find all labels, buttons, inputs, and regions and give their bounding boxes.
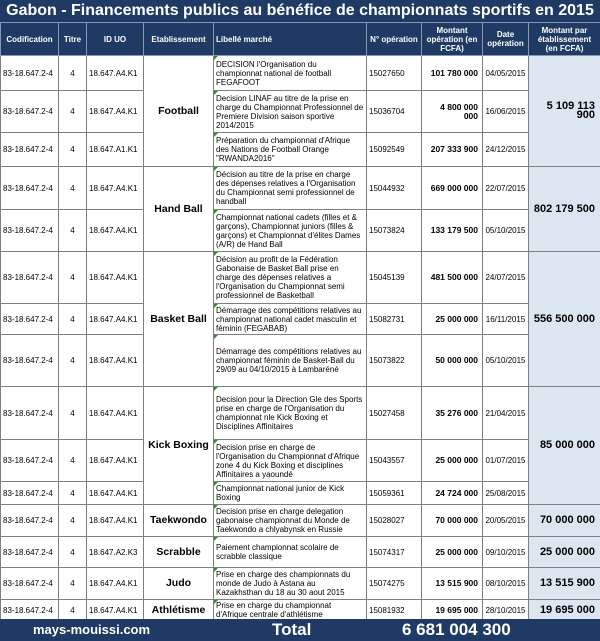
footer-bar [0,619,600,641]
cell-id-uo[interactable]: 18.647.A4.K1 [87,335,144,387]
libelle-text: Prise en charge du championnat d'Afrique centrale d'athlétisme [216,601,332,619]
table-row [1,304,600,335]
comment-marker-icon [214,91,218,95]
cell-titre[interactable]: 4 [59,167,87,210]
cell-id-uo[interactable]: 18.647.A4.K1 [87,600,144,621]
table-row [1,505,600,537]
cell-montant[interactable]: 669 000 000 [422,167,483,210]
cell-id-uo[interactable]: 18.647.A2.K3 [87,537,144,568]
cell-etablissement[interactable]: Scrabble [144,537,214,568]
cell-titre[interactable]: 4 [59,133,87,167]
cell-operation[interactable]: 15036704 [367,91,422,133]
cell-codification[interactable]: 83-18.647.2-4 [1,482,59,505]
cell-libelle[interactable] [214,482,367,505]
cell-montant[interactable]: 25 000 000 [422,440,483,482]
cell-titre[interactable]: 4 [59,568,87,600]
col-header-titre[interactable]: Titre [59,23,87,56]
cell-titre[interactable]: 4 [59,210,87,252]
cell-montant[interactable]: 133 179 500 [422,210,483,252]
cell-etablissement[interactable]: Football [144,56,214,167]
cell-date[interactable]: 20/05/2015 [483,505,529,537]
cell-montant[interactable]: 4 800 000 000 [422,91,483,133]
comment-marker-icon [214,167,218,171]
col-header-etablissement[interactable]: Etablissement [144,23,214,56]
cell-operation[interactable]: 15045139 [367,252,422,304]
cell-etablissement[interactable]: Athlétisme [144,600,214,621]
cell-montant[interactable]: 50 000 000 [422,335,483,387]
cell-codification[interactable]: 83-18.647.2-4 [1,600,59,621]
cell-id-uo[interactable]: 18.647.A4.K1 [87,568,144,600]
col-header-id-uo[interactable]: ID UO [87,23,144,56]
libelle-text: DECISION l'Organisation du championnat national de football FEGAFOOT [216,59,332,87]
table-row [1,252,600,304]
cell-libelle[interactable] [214,56,367,91]
cell-titre[interactable]: 4 [59,56,87,91]
cell-montant[interactable]: 481 500 000 [422,252,483,304]
libelle-text: Championnat national cadets (filles et & garçons), Championnat juniors (filles & garçons) et Championnat d'élites Dames (A/R) de Hand Ball [216,212,361,249]
cell-codification[interactable]: 83-18.647.2-4 [1,133,59,167]
table-row [1,387,600,440]
table-row [1,482,600,505]
cell-libelle[interactable] [214,133,367,167]
cell-operation[interactable]: 15073824 [367,210,422,252]
cell-montant[interactable]: 24 724 000 [422,482,483,505]
libelle-text: Prise en charge des championnats du monde de Judo à Astana au Kazakhsthan du 18 au 30 aout 2015 [216,570,351,597]
libelle-text: Démarrage des compétitions relatives au championnat féminin de Basket-Ball du 29/09 au 04/10/2015 à Lambaréné [216,347,362,374]
cell-titre[interactable]: 4 [59,387,87,440]
cell-montant[interactable]: 25 000 000 [422,304,483,335]
cell-operation[interactable]: 15074317 [367,537,422,568]
cell-date[interactable]: 16/06/2015 [483,91,529,133]
cell-titre[interactable]: 4 [59,304,87,335]
cell-libelle[interactable] [214,91,367,133]
cell-libelle[interactable] [214,252,367,304]
cell-codification[interactable]: 83-18.647.2-4 [1,304,59,335]
cell-codification[interactable]: 83-18.647.2-4 [1,91,59,133]
col-header-montant-etablissement[interactable]: Montant par établissement (en FCFA) [529,23,600,56]
table-row [1,133,600,167]
cell-libelle[interactable] [214,167,367,210]
cell-codification[interactable]: 83-18.647.2-4 [1,537,59,568]
cell-etablissement[interactable]: Judo [144,568,214,600]
cell-codification[interactable]: 83-18.647.2-4 [1,440,59,482]
cell-id-uo[interactable]: 18.647.A4.K1 [87,387,144,440]
cell-operation[interactable]: 15092549 [367,133,422,167]
cell-montant-etablissement[interactable]: 556 500 000 [529,252,600,387]
cell-date[interactable]: 05/10/2015 [483,335,529,387]
cell-montant-etablissement[interactable]: 19 695 000 [529,600,600,621]
cell-operation[interactable]: 15081932 [367,600,422,621]
total-label: Total [272,620,312,639]
header-row [1,23,600,56]
cell-date[interactable]: 22/07/2015 [483,167,529,210]
cell-titre[interactable]: 4 [59,505,87,537]
cell-operation[interactable]: 15028027 [367,505,422,537]
table-row [1,537,600,568]
cell-date[interactable]: 28/10/2015 [483,600,529,621]
cell-libelle[interactable] [214,505,367,537]
cell-montant[interactable]: 70 000 000 [422,505,483,537]
cell-titre[interactable]: 4 [59,482,87,505]
cell-montant[interactable]: 19 695 000 [422,600,483,621]
cell-libelle[interactable] [214,210,367,252]
cell-operation[interactable]: 15059361 [367,482,422,505]
comment-marker-icon [214,537,218,541]
cell-operation[interactable]: 15082731 [367,304,422,335]
cell-operation[interactable]: 15074275 [367,568,422,600]
cell-montant[interactable]: 35 276 000 [422,387,483,440]
cell-titre[interactable]: 4 [59,440,87,482]
table-row [1,440,600,482]
table-row [1,600,600,621]
cell-libelle[interactable] [214,335,367,387]
cell-codification[interactable]: 83-18.647.2-4 [1,335,59,387]
comment-marker-icon [214,133,218,137]
cell-operation[interactable]: 15044932 [367,167,422,210]
cell-operation[interactable]: 15073822 [367,335,422,387]
comment-marker-icon [214,387,218,391]
cell-etablissement[interactable]: Hand Ball [144,167,214,252]
cell-libelle[interactable] [214,537,367,568]
col-header-libelle[interactable]: Libellé marché [214,23,367,56]
cell-libelle[interactable] [214,568,367,600]
cell-codification[interactable]: 83-18.647.2-4 [1,387,59,440]
cell-montant-etablissement[interactable]: 13 515 900 [529,568,600,600]
libelle-text: Championnat national junior de Kick Boxing [216,484,345,502]
cell-codification[interactable]: 83-18.647.2-4 [1,252,59,304]
cell-id-uo[interactable]: 18.647.A4.K1 [87,56,144,91]
cell-date[interactable]: 16/11/2015 [483,304,529,335]
cell-id-uo[interactable]: 18.647.A4.K1 [87,505,144,537]
cell-montant-etablissement[interactable]: 25 000 000 [529,537,600,568]
table-row [1,167,600,210]
table-row [1,91,600,133]
cell-date[interactable]: 24/07/2015 [483,252,529,304]
libelle-text: Démarrage des compétitions relatives au championnat national cadet masculin et féminin (FEGABAB) [216,305,362,333]
cell-id-uo[interactable]: 18.647.A4.K1 [87,482,144,505]
cell-id-uo[interactable]: 18.647.A4.K1 [87,167,144,210]
cell-titre[interactable]: 4 [59,252,87,304]
cell-date[interactable]: 09/10/2015 [483,537,529,568]
table-row [1,568,600,600]
cell-date[interactable]: 08/10/2015 [483,568,529,600]
comment-marker-icon [214,505,218,509]
cell-titre[interactable]: 4 [59,537,87,568]
cell-codification[interactable]: 83-18.647.2-4 [1,505,59,537]
comment-marker-icon [214,568,218,572]
cell-montant-etablissement[interactable]: 85 000 000 [529,387,600,505]
comment-marker-icon [214,56,218,60]
cell-titre[interactable]: 4 [59,91,87,133]
comment-marker-icon [214,600,218,604]
cell-montant-etablissement[interactable]: 5 109 113 900 [529,56,600,167]
cell-date[interactable]: 25/08/2015 [483,482,529,505]
site-name: mays-mouissi.com [33,622,151,637]
comment-marker-icon [214,252,218,256]
table-body [1,56,600,621]
cell-montant[interactable]: 207 333 900 [422,133,483,167]
cell-libelle[interactable] [214,440,367,482]
libelle-text: Decision prise en charge de l'Organisation du Championnat d'Afrique zone 4 du Kick Boxing et disciplines Affinitaires a yaoundé [216,442,360,479]
col-header-codification[interactable]: Codification [1,23,59,56]
cell-date[interactable]: 04/05/2015 [483,56,529,91]
cell-etablissement[interactable]: Kick Boxing [144,387,214,505]
comment-marker-icon [214,440,218,444]
comment-marker-icon [214,335,218,339]
libelle-text: Décision au titre de la prise en charge des dépenses relatives a l'Organisation du Championnat semi professionnel de handball [216,170,356,206]
cell-codification[interactable]: 83-18.647.2-4 [1,56,59,91]
cell-montant-etablissement[interactable]: 70 000 000 [529,505,600,537]
libelle-text: Decision prise en charge delegation gabonaise championnat du Monde de Taekwondo a chlyabynsk en Russie [216,507,350,534]
cell-libelle[interactable] [214,304,367,335]
cell-id-uo[interactable]: 18.647.A1.K1 [87,133,144,167]
col-header-date[interactable]: Date opération [483,23,529,56]
total-value: 6 681 004 300 [402,620,511,639]
cell-id-uo[interactable]: 18.647.A4.K1 [87,440,144,482]
cell-etablissement[interactable]: Taekwondo [144,505,214,537]
cell-etablissement[interactable]: Basket Ball [144,252,214,387]
cell-libelle[interactable] [214,600,367,621]
cell-montant[interactable]: 13 515 900 [422,568,483,600]
cell-codification[interactable]: 83-18.647.2-4 [1,210,59,252]
cell-date[interactable]: 05/10/2015 [483,210,529,252]
comment-marker-icon [214,304,218,308]
cell-id-uo[interactable]: 18.647.A4.K1 [87,210,144,252]
table-row [1,210,600,252]
cell-operation[interactable]: 15043557 [367,440,422,482]
cell-montant[interactable]: 101 780 000 [422,56,483,91]
cell-id-uo[interactable]: 18.647.A4.K1 [87,252,144,304]
cell-codification[interactable]: 83-18.647.2-4 [1,568,59,600]
table-row [1,56,600,91]
cell-id-uo[interactable]: 18.647.A4.K1 [87,304,144,335]
cell-operation[interactable]: 15027650 [367,56,422,91]
cell-date[interactable]: 01/07/2015 [483,440,529,482]
cell-id-uo[interactable]: 18.647.A4.K1 [87,91,144,133]
col-header-operation[interactable]: N° opération [367,23,422,56]
libelle-text: Décision au profit de la Fédération Gabonaise de Basket Ball prise en charge des dépenses relatives a l'Organisation du Championnat semi professionnel de Basketball [216,255,345,300]
col-header-montant[interactable]: Montant opération (en FCFA) [422,23,483,56]
comment-marker-icon [214,210,218,214]
cell-codification[interactable]: 83-18.647.2-4 [1,167,59,210]
libelle-text: Decision LINAF au titre de la prise en charge du Championnat Professionnel de Premiere Division saison sportive 2014/2015 [216,93,364,130]
cell-montant[interactable]: 25 000 000 [422,537,483,568]
cell-date[interactable]: 24/12/2015 [483,133,529,167]
table-row [1,335,600,387]
cell-date[interactable]: 21/04/2015 [483,387,529,440]
cell-libelle[interactable] [214,387,367,440]
cell-montant-etablissement[interactable]: 802 179 500 [529,167,600,252]
cell-titre[interactable]: 4 [59,335,87,387]
page-title: Gabon - Financements publics au bénéfice de championnats sportifs en 2015 [0,0,600,22]
comment-marker-icon [214,482,218,486]
cell-titre[interactable]: 4 [59,600,87,621]
financing-table [0,22,600,621]
libelle-text: Paiement championnat scolaire de scrabble classique [216,543,339,561]
cell-operation[interactable]: 15027458 [367,387,422,440]
libelle-text: Decision pour la Direction Gle des Sports prise en charge de l'Organisation du championnat nle Kick Boxing et Disciplines Affinitaires [216,395,363,431]
libelle-text: Préparation du championnat d'Afrique des Nations de Football Orange "RWANDA2016" [216,136,351,163]
